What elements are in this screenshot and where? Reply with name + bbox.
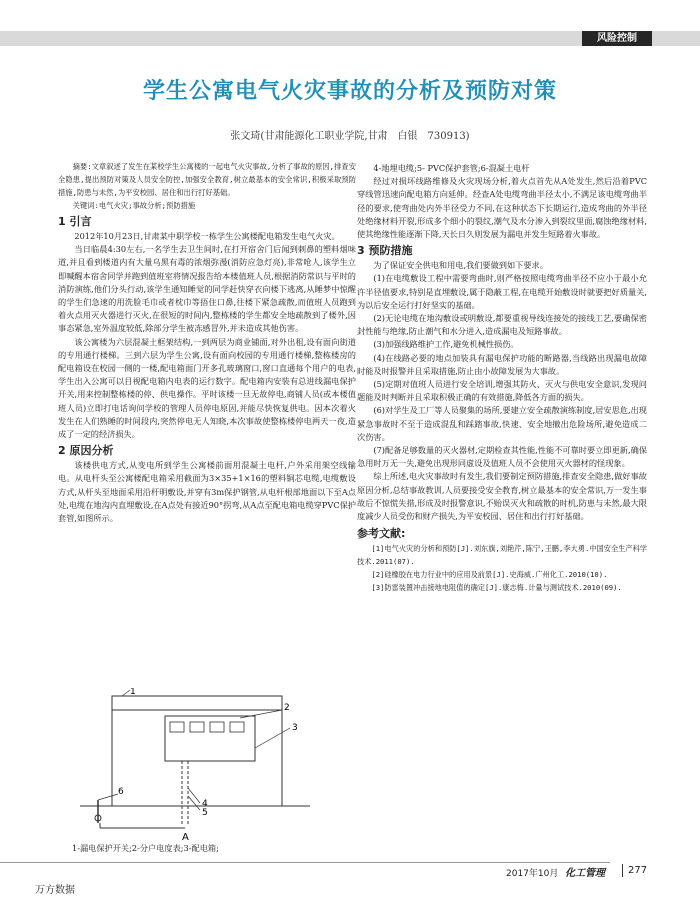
section-3-title: 3 预防措施 bbox=[357, 244, 413, 258]
references-title: 参考文献: bbox=[357, 527, 406, 541]
watermark: 万方数据 bbox=[35, 885, 75, 896]
left-column bbox=[58, 160, 356, 525]
paragraph: (6)对学生及工厂等人员聚集的场所,要建立安全疏散演练制度,居安思危,出现紧急事故时不至于造成混乱和踩踏事故,快速、安全地撤出危险场所,避免造成二次伤害。 bbox=[357, 405, 647, 442]
paragraph: 当日临晨4:30左右,一名学生去卫生间时,在打开宿舍门后闻到刺鼻的塑料烟味道,并且看到楼道内有大量乌黑有毒的浓烟弥漫(消防应急灯亮),非常呛人,该学生立即喊醒本宿舍同学并跑到值班室将情况报告给本楼值班人员,根据消防常识与平时的消防演练,他们分头行动,该学生通知睡觉的同学赶快穿衣向楼下逃离,从睡梦中惊醒的学生们急速的用洗脸毛巾或者枕巾等捂住口鼻,往楼下紧急疏散,而值班人员跑到着火点用灭火器进行灭火,在很短的时间内,整栋楼的学生都安全地疏散到了楼外,因事态紧急,室外温度较低,除部分学生被冻感冒外,并未造成其他伤害。 bbox=[58, 244, 356, 334]
figure-caption: 1-漏电保护开关;2-分户电度表;3-配电箱; bbox=[72, 843, 219, 853]
keywords: 关键词:电气火灾;事故分析;预防措施 bbox=[72, 201, 196, 210]
section-banner bbox=[0, 31, 700, 46]
section-label: 风险控制 bbox=[582, 31, 652, 46]
paragraph: (1)在电缆敷设工程中需要弯曲时,则严格按照电缆弯曲半径不应小于最小允许半径值要求,特别是直埋敷设,属于隐蔽工程,在电缆开始敷设时就要把好质量关,为以后安全运行打好坚实的基础。 bbox=[357, 273, 647, 310]
article-byline: 张文琦(甘肃能源化工职业学院,甘肃 白银 730913) bbox=[230, 131, 470, 142]
figure-label: 2 bbox=[284, 703, 290, 713]
journal-name: 化工管理 bbox=[565, 868, 605, 879]
paragraph: (2)无论电缆在地沟敷设或明敷设,都要重视导线连接处的接线工艺,要确保密封性能与绝缘,防止潮气和水分进入,造成漏电及短路事故。 bbox=[357, 313, 647, 337]
figure-label: 6 bbox=[118, 787, 124, 797]
reference-item: [1]电气火灾的分析和预防[J].刘东旗,刘艳芹,陈宁,王鹏,李大勇.中国安全生产科学技术.2011(07). bbox=[357, 544, 647, 567]
footer-separator bbox=[622, 864, 623, 877]
paragraph: (4)在线路必要的地点加装具有漏电保护功能的断路器,当线路出现漏电故障时能及时报警并且采取措施,防止由小故障发展为大事故。 bbox=[357, 352, 647, 376]
section-2-title: 2 原因分析 bbox=[58, 444, 114, 458]
paragraph: 该公寓楼为六层混凝土框架结构,一到两层为商业铺面,对外出租,设有面向街道的专用通行楼梯。三到六层为学生公寓,设有面向校园的专用通行楼梯,整栋楼房的配电箱设在校园一侧的一楼,配电箱面门开多孔玻璃窗口,窗口直通每个用户的电表,学生出入公寓可以目视配电箱内电表的运行数字。配电箱内安装有总进线漏电保护开关,用来控制整栋楼的停、供电操作。平时该楼一旦无故停电,商铺人员(或本楼值班人员)立即打电话询问学校的管理人员停电原因,并能尽快恢复供电。因本次着火发生在人们熟睡的时间段内,突然停电无人知晓,本次事故使整栋楼停电两天一夜,造成了一定的经济损失。 bbox=[58, 336, 356, 440]
footer-divider bbox=[0, 862, 610, 863]
figure-label: 1 bbox=[130, 688, 136, 697]
figure-label: A bbox=[182, 832, 189, 843]
figure-label: 5 bbox=[202, 808, 208, 818]
figure-label: 4 bbox=[202, 799, 208, 809]
paragraph: 2012年10月23日,甘肃某中职学校一栋学生公寓楼配电箱发生电气火灾。 bbox=[74, 231, 340, 241]
paragraph: (7)配备足够数量的灭火器材,定期检查其性能,性能不可靠时要立即更新,确保急用时万无一失,避免出现形同虚设及值班人员不会使用灭火器材的怪现象。 bbox=[357, 445, 647, 469]
figure-label: 3 bbox=[292, 723, 298, 733]
paragraph: 4-地埋电缆;5- PVC保护套管;6-混凝土电杆 bbox=[373, 163, 530, 173]
right-column bbox=[357, 162, 647, 594]
footer-date: 2017年10月 bbox=[506, 869, 559, 879]
paragraph: 综上所述,电火灾事故时有发生,我们要制定预防措施,排查安全隐患,做好事故原因分析,总结事故教训,人员要接受安全教育,树立最基本的安全常识,万一发生事故后不惊慌失措,形成及时报警意识,不贻误灭火和疏散的时机,防患与未然,最大限度减少人员受伤和财产损失,为平安校园、居住和出行打好基础。 bbox=[357, 471, 647, 522]
abstract: 摘要:文章叙述了发生在某校学生公寓楼的一起电气火灾事故,分析了事故的原因,排查安全隐患,提出预防对策及人员安全防控,加强安全教育,树立最基本的安全常识,积极采取预防措施,防患与未然,为平安校园、居住和出行打好基础。 bbox=[58, 162, 356, 197]
paragraph: 经过对损坏线路维修及火灾现场分析,着火点首先从A处发生,然后沿着PVC穿线管迅速向配电箱方向延伸。经查A处电缆弯曲半径太小,不满足该电缆弯曲半径的要求,使弯曲处内外半径受力不同,在这种状态下长期运行,造成弯曲的外半径处绝缘材料开裂,形成多个细小的裂纹,潮气及水分渗入到裂纹里面,腐蚀绝缘材料,使其绝缘性能逐渐下降,天长日久则发展为漏电并发生短路着火事故。 bbox=[357, 176, 647, 240]
reference-item: [2]硅橡胶在电力行业中的应用及前景[J].史海威.广州化工.2010(10). bbox=[371, 570, 608, 580]
paragraph: (3)加强线路维护工作,避免机械性损伤。 bbox=[373, 339, 519, 350]
paragraph: (5)定期对值班人员进行安全培训,增强其防火、灭火与供电安全意识,发现问题能及时判断并且采取积极正确的有效措施,降低各方面的损失。 bbox=[357, 379, 647, 403]
page-number: 277 bbox=[628, 865, 648, 876]
article-title: 学生公寓电气火灾事故的分析及预防对策 bbox=[142, 79, 557, 104]
paragraph: 为了保证安全供电和用电,我们要做到如下要求。 bbox=[373, 260, 548, 271]
reference-item: [3]防雷装置冲击接地电阻值的确定[J].康志梅.计量与测试技术.2010(09). bbox=[371, 583, 622, 593]
section-1-title: 1 引言 bbox=[58, 215, 92, 228]
paragraph: 该楼供电方式,从变电所到学生公寓楼前面用混凝土电杆,户外采用架空线输电。从电杆头至公寓楼配电箱采用截面为3×35+1×16的塑料铜芯电缆,电缆敷设方式,从杆头至地面采用沿杆明敷设,并穿有3m保护钢管,从电杆根部地面以下至A点处,电缆在地沟内直埋敷设,在A点处有接近90°拐弯,从A点至配电箱电缆穿PVC保护套管,如图所示。 bbox=[58, 460, 356, 524]
wiring-diagram bbox=[70, 688, 330, 843]
